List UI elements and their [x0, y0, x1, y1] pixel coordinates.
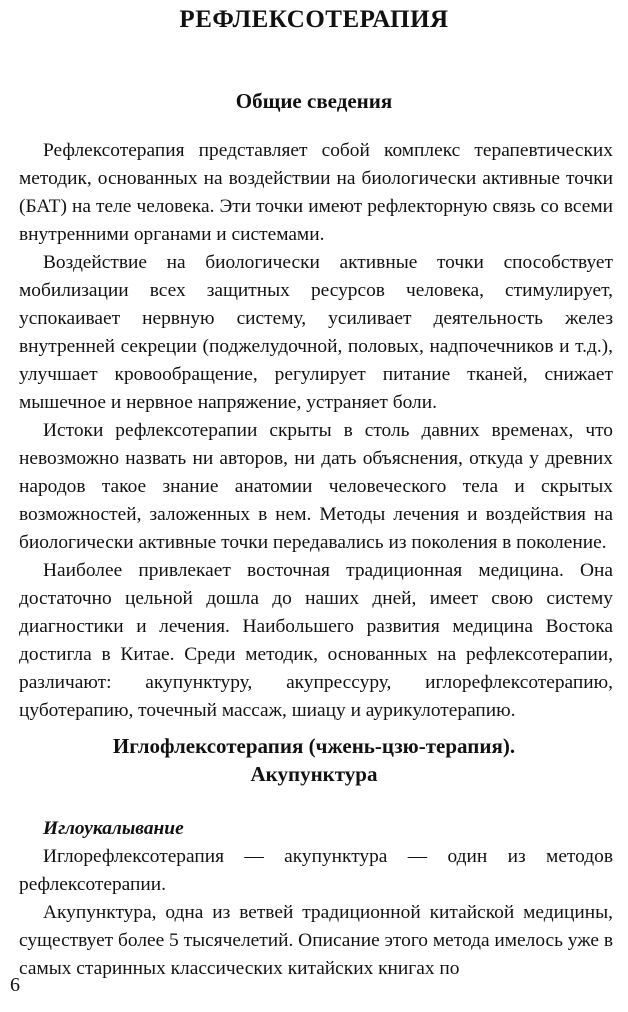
section-title-line: Акупунктура — [250, 762, 378, 786]
section-title-general-info: Общие сведения — [235, 89, 393, 113]
page-number: 6 — [10, 974, 20, 996]
paragraph: Акупунктура, одна из ветвей традиционной китайской медицины, существует более 5 тысячелетий. Описание этого метода имелось уже в самых старинных классических китайских книгах по — [19, 902, 613, 979]
paragraph: Рефлексотерапия представляет собой комплекс терапевтических методик, основанных на воздействии на биологически активные точки (БАТ) на теле человека. Эти точки имеют рефлекторную связь со всеми внутренними органами и системами. — [19, 140, 613, 245]
section-title-line: Иглофлексотерапия (чжень-цзю-терапия). — [112, 734, 516, 758]
paragraph: Воздействие на биологически активные точки способствует мобилизации всех защитных ресурсов человека, стимулирует, успокаивает нервную систему, усиливает деятельность желез внутренней секреции (поджелудочной, половых, надпочечников и т.д.), улучшает кровообращение, регулирует питание тканей, снижает мышечное и нервное напряжение, устраняет боли. — [19, 252, 613, 413]
paragraph: Иглорефлексотерапия — акупунктура — один из методов рефлексотерапии. — [19, 846, 613, 895]
subheading-needling: Иглоукалывание — [43, 818, 184, 839]
section-general-info-body — [19, 137, 613, 725]
section-acupuncture-body — [19, 815, 613, 983]
paragraph: Наиболее привлекает восточная традиционная медицина. Она достаточно цельной дошла до наших дней, имеет свою систему диагностики и лечения. Наибольшего развития медицина Востока достигла в Китае. Среди методик, основанных на рефлексотерапии, различают: акупунктуру, акупрессуру, иглорефлексотерапию, цуботерапию, точечный массаж, шиацу и аурикулотерапию. — [19, 560, 613, 721]
section-title-acupuncture — [0, 732, 628, 788]
chapter-title: РЕФЛЕКСОТЕРАПИЯ — [179, 6, 449, 33]
paragraph: Истоки рефлексотерапии скрыты в столь давних временах, что невозможно назвать ни авторов, ни дать объяснения, откуда у древних народов такое знание анатомии человеческого тела и скрытых возможностей, заложенных в нем. Методы лечения и воздействия на биологически активные точки передавались из поколения в поколение. — [19, 420, 613, 553]
